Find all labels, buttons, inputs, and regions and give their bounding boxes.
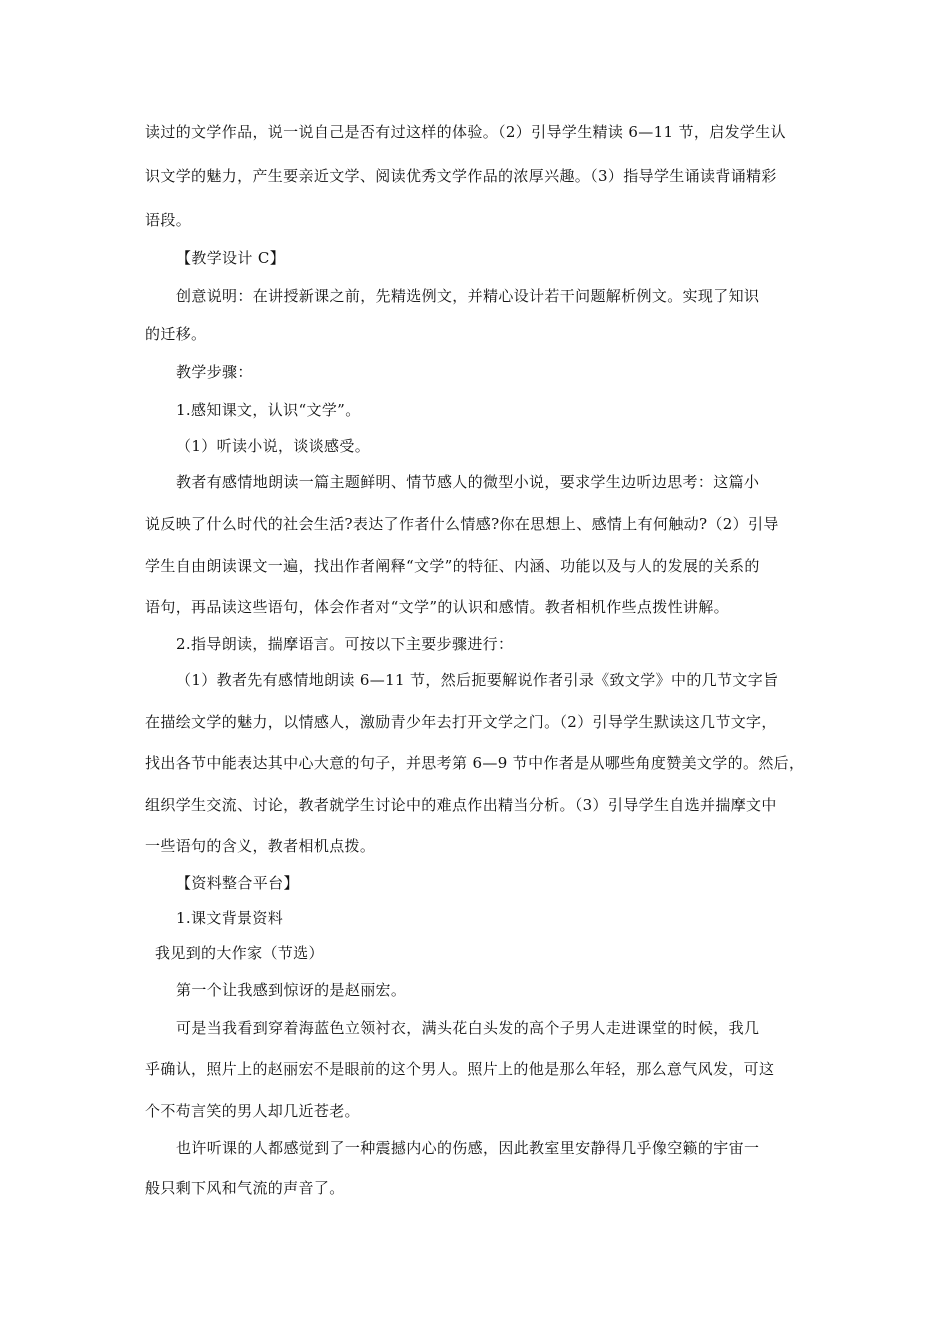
subsection-heading: 1.课文背景资料 (176, 909, 284, 927)
paragraph-line: 教者有感情地朗读一篇主题鲜明、情节感人的微型小说，要求学生边听边思考：这篇小 (176, 473, 760, 491)
section-heading: 【教学设计 C】 (176, 249, 286, 267)
paragraph-line: 在描绘文学的魅力，以情感人，激励青少年去打开文学之门。（2）引导学生默读这几节文字， (145, 713, 777, 731)
paragraph-line: 读过的文学作品，说一说自己是否有过这样的体验。（2）引导学生精读 6—11 节，启发学生认 (145, 123, 786, 141)
step-heading: 2.指导朗读，揣摩语言。可按以下主要步骤进行： (176, 635, 514, 653)
paragraph-line: （1）教者先有感情地朗读 6—11 节，然后扼要解说作者引录《致文学》中的几节文字旨 (176, 671, 779, 689)
paragraph-line: 教学步骤： (176, 363, 253, 381)
paragraph-line: 语段。 (145, 211, 192, 229)
paragraph-line: （1）听读小说，谈谈感受。 (176, 437, 371, 455)
paragraph-line: 组织学生交流、讨论，教者就学生讨论中的难点作出精当分析。（3）引导学生自选并揣摩文中 (145, 796, 777, 814)
paragraph-line: 乎确认，照片上的赵丽宏不是眼前的这个男人。照片上的他是那么年轻，那么意气风发，可这 (145, 1060, 775, 1078)
paragraph-line: 也许听课的人都感觉到了一种震撼内心的伤感，因此教室里安静得几乎像空籁的宇宙一 (176, 1139, 760, 1157)
section-heading: 【资料整合平台】 (176, 874, 299, 892)
paragraph-line: 识文学的魅力，产生要亲近文学、阅读优秀文学作品的浓厚兴趣。（3）指导学生诵读背诵精彩 (145, 167, 777, 185)
paragraph-line: 说反映了什么时代的社会生活?表达了作者什么情感?你在思想上、感情上有何触动?（2）引导 (145, 515, 779, 533)
paragraph-line: 个不苟言笑的男人却几近苍老。 (145, 1102, 360, 1120)
excerpt-title: 我见到的大作家（节选） (155, 944, 324, 962)
paragraph-line: 的迁移。 (145, 325, 207, 343)
paragraph-line: 一些语句的含义，教者相机点拨。 (145, 837, 376, 855)
paragraph-line: 创意说明：在讲授新课之前，先精选例文，并精心设计若干问题解析例文。实现了知识 (176, 287, 760, 305)
step-heading: 1.感知课文，认识“文学”。 (176, 401, 361, 419)
paragraph-line: 可是当我看到穿着海蓝色立领衬衣，满头花白头发的高个子男人走进课堂的时候，我几 (176, 1019, 760, 1037)
paragraph-line: 找出各节中能表达其中心大意的句子，并思考第 6—9 节中作者是从哪些角度赞美文学的。然后， (145, 754, 805, 772)
paragraph-line: 般只剩下风和气流的声音了。 (145, 1179, 345, 1197)
paragraph-line: 第一个让我感到惊讶的是赵丽宏。 (176, 981, 407, 999)
paragraph-line: 学生自由朗读课文一遍，找出作者阐释“文学”的特征、内涵、功能以及与人的发展的关系的 (145, 557, 760, 575)
paragraph-line: 语句，再品读这些语句，体会作者对“文学”的认识和感情。教者相机作些点拨性讲解。 (145, 598, 729, 616)
